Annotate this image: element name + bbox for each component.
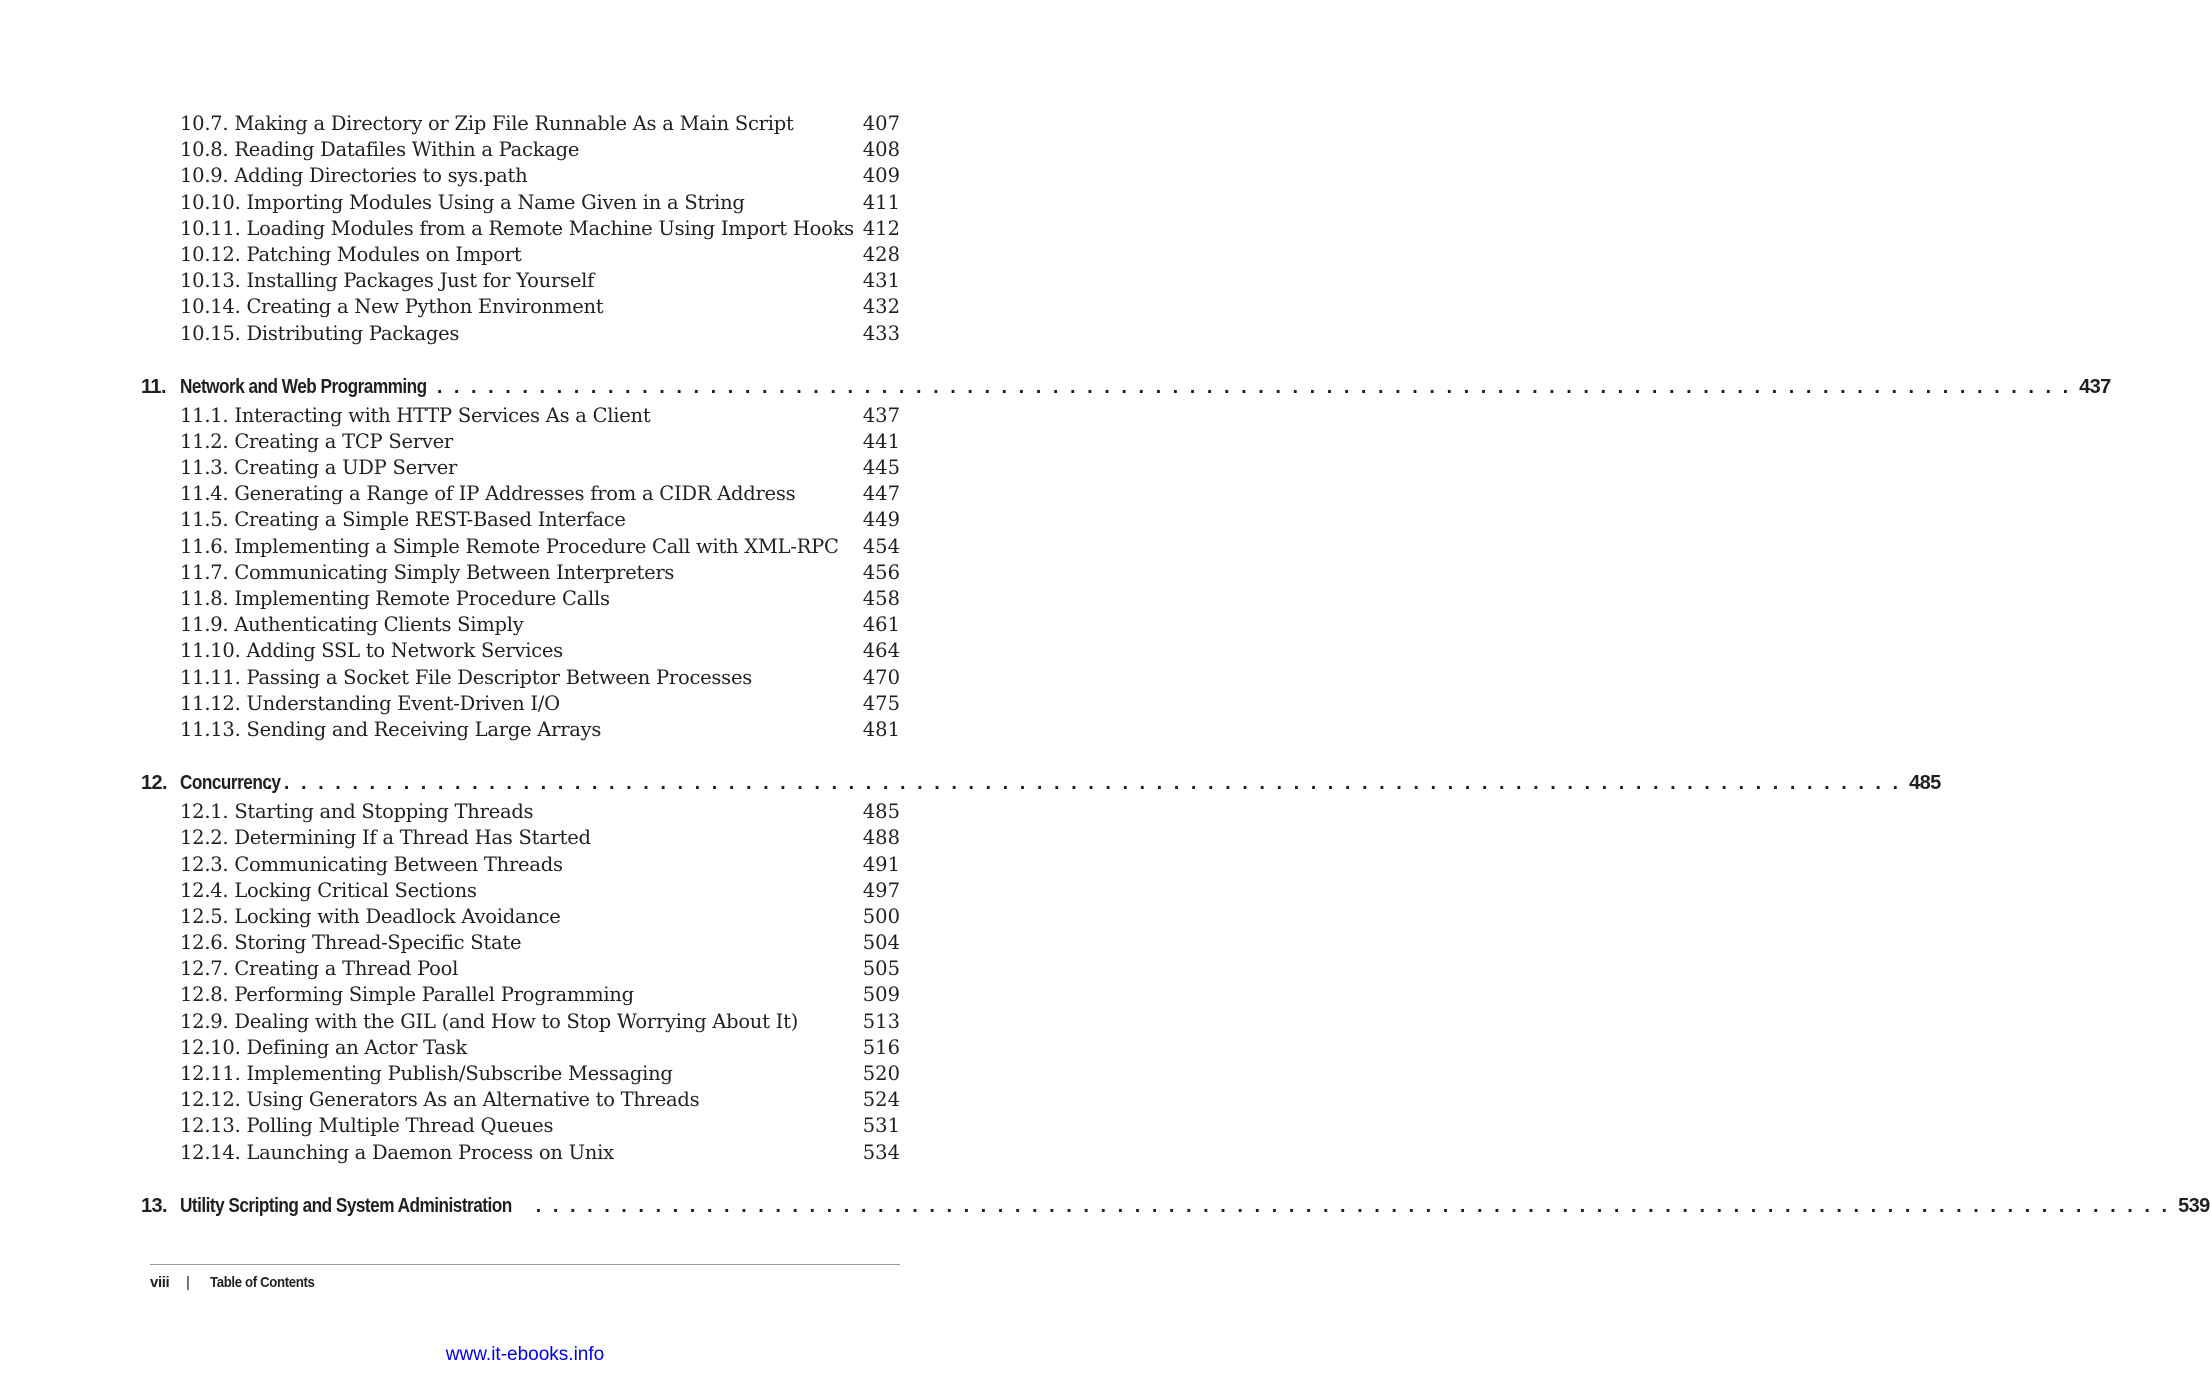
entry-page: 497 <box>862 878 900 902</box>
entry-page: 500 <box>862 904 900 928</box>
toc-entry <box>0 982 1050 1008</box>
toc-entry <box>0 717 1050 743</box>
footer-separator: | <box>186 1274 190 1291</box>
entry-page: 411 <box>862 190 900 214</box>
running-footer-label: Table of Contents <box>210 1274 315 1291</box>
toc-entry <box>0 852 1050 878</box>
entry-page: 449 <box>862 508 900 532</box>
toc-entry <box>0 799 1050 825</box>
page-number: viii <box>150 1274 170 1291</box>
toc-entry <box>0 612 1050 638</box>
entry-page: 447 <box>862 482 900 506</box>
entry-page: 437 <box>862 403 900 427</box>
toc-entry <box>0 930 1050 956</box>
entry-title: 12.8. Performing Simple Parallel Programming <box>180 983 634 1007</box>
entry-title: 10.11. Loading Modules from a Remote Machine Using Import Hooks <box>180 216 854 240</box>
entry-title: 11.12. Understanding Event-Driven I/O <box>180 691 560 715</box>
entry-page: 524 <box>862 1088 900 1112</box>
toc-entry <box>0 825 1050 851</box>
chapter-heading-11 <box>0 371 2111 403</box>
entry-title: 11.13. Sending and Receiving Large Arrays <box>180 717 602 741</box>
entry-page: 409 <box>862 164 900 188</box>
entry-title: 12.9. Dealing with the GIL (and How to Stop Worrying About It) <box>180 1009 799 1033</box>
toc-entry <box>0 163 1050 189</box>
toc-entry <box>0 1061 1050 1087</box>
entry-title: 11.1. Interacting with HTTP Services As a Client <box>180 403 651 427</box>
section-list-11 <box>0 403 1050 743</box>
toc-entry <box>0 242 1050 268</box>
dot-leader: . . . . . . . . . . . . . . . . . . . . . . . . . . . . . . . . . . . . . . . . . . . . . . . . . . . . . . . . . . . . . . . . . . . . . . . . . . . . . . . . . . . . . . . . . . . . . . . . <box>436 375 2072 398</box>
entry-page: 445 <box>862 456 900 480</box>
toc-entry <box>0 507 1050 533</box>
entry-page: 458 <box>862 587 900 610</box>
entry-page: 504 <box>862 931 900 955</box>
entry-page: 470 <box>862 665 900 689</box>
toc-entry <box>0 586 1050 612</box>
entry-title: 11.6. Implementing a Simple Remote Procedure Call with XML-RPC <box>180 534 839 558</box>
entry-title: 12.14. Launching a Daemon Process on Unix <box>180 1140 614 1164</box>
toc-entry <box>0 1035 1050 1061</box>
entry-page: 408 <box>862 138 900 162</box>
entry-title: 12.12. Using Generators As an Alternative to Threads <box>180 1088 700 1112</box>
entry-title: 12.3. Communicating Between Threads <box>180 852 563 876</box>
toc-entry <box>0 878 1050 904</box>
toc-entry <box>0 665 1050 691</box>
entry-title: 12.6. Storing Thread-Specific State <box>180 931 522 955</box>
toc-entry <box>0 268 1050 294</box>
entry-page: 464 <box>862 639 900 663</box>
entry-title: 12.7. Creating a Thread Pool <box>180 957 459 981</box>
section-list-top <box>0 111 1050 347</box>
toc-entry <box>0 560 1050 586</box>
chapter-row <box>180 371 2111 403</box>
chapter-title: Network and Web Programming <box>180 375 427 398</box>
entry-title: 11.5. Creating a Simple REST-Based Interface <box>180 508 626 532</box>
entry-page: 534 <box>862 1140 900 1164</box>
entry-title: 11.7. Communicating Simply Between Interpreters <box>180 560 675 584</box>
toc-entry <box>0 429 1050 455</box>
toc-entry <box>0 111 1050 137</box>
toc-entry <box>0 534 1050 560</box>
toc-entry <box>0 1087 1050 1113</box>
entry-title: 12.10. Defining an Actor Task <box>180 1035 468 1059</box>
entry-title: 12.2. Determining If a Thread Has Started <box>180 826 591 850</box>
entry-title: 12.1. Starting and Stopping Threads <box>180 800 534 824</box>
toc-entry <box>0 216 1050 242</box>
toc-entry <box>0 1113 1050 1139</box>
entry-page: 520 <box>862 1062 900 1085</box>
chapter-row <box>180 1190 2210 1222</box>
entry-page: 432 <box>862 295 900 319</box>
entry-page: 509 <box>862 983 900 1007</box>
toc-entry <box>0 691 1050 717</box>
entry-title: 10.12. Patching Modules on Import <box>180 242 522 266</box>
entry-title: 10.9. Adding Directories to sys.path <box>180 164 528 188</box>
entry-page: 407 <box>862 112 900 135</box>
entry-title: 10.15. Distributing Packages <box>180 321 460 345</box>
table-of-contents <box>0 111 2210 1222</box>
dot-leader: . . . . . . . . . . . . . . . . . . . . . . . . . . . . . . . . . . . . . . . . . . . . . . . . . . . . . . . . . . . . . . . . . . . . . . . . . . . . . . . . . . . . . . . . . . . . . . . . <box>535 1194 2171 1217</box>
entry-title: 12.5. Locking with Deadlock Avoidance <box>180 904 561 928</box>
section-list-12 <box>0 799 1050 1166</box>
chapter-number: 13. <box>141 1194 168 1217</box>
entry-page: 431 <box>862 269 900 293</box>
toc-entry <box>0 638 1050 664</box>
toc-entry <box>0 137 1050 163</box>
entry-page: 461 <box>862 613 900 637</box>
entry-page: 516 <box>862 1035 900 1059</box>
entry-title: 10.8. Reading Datafiles Within a Package <box>180 138 580 162</box>
dot-leader: . . . . . . . . . . . . . . . . . . . . . . . . . . . . . . . . . . . . . . . . . . . . . . . . . . . . . . . . . . . . . . . . . . . . . . . . . . . . . . . . . . . . . . . . . . . . . . . . <box>266 772 1902 795</box>
chapter-page: 437 <box>2079 375 2111 398</box>
toc-entry <box>0 904 1050 930</box>
chapter-heading-13 <box>0 1190 2210 1222</box>
entry-page: 433 <box>862 321 900 345</box>
toc-entry <box>0 1140 1050 1166</box>
toc-entry <box>0 403 1050 429</box>
footer-divider <box>150 1264 900 1265</box>
entry-title: 11.2. Creating a TCP Server <box>180 429 453 453</box>
toc-entry <box>0 294 1050 320</box>
entry-title: 11.8. Implementing Remote Procedure Calls <box>180 587 610 610</box>
toc-entry <box>0 455 1050 481</box>
entry-title: 10.7. Making a Directory or Zip File Runnable As a Main Script <box>180 112 794 135</box>
entry-page: 481 <box>862 717 900 741</box>
toc-entry <box>0 956 1050 982</box>
entry-page: 454 <box>862 534 900 558</box>
entry-page: 412 <box>862 216 900 240</box>
entry-title: 11.4. Generating a Range of IP Addresses from a CIDR Address <box>180 482 796 506</box>
entry-page: 428 <box>862 242 900 266</box>
entry-title: 10.10. Importing Modules Using a Name Given in a String <box>180 190 745 214</box>
entry-title: 11.11. Passing a Socket File Descriptor Between Processes <box>180 665 752 689</box>
entry-page: 488 <box>862 826 900 850</box>
chapter-number: 11. <box>141 375 166 398</box>
entry-title: 10.14. Creating a New Python Environment <box>180 295 604 319</box>
entry-title: 12.13. Polling Multiple Thread Queues <box>180 1114 554 1138</box>
chapter-row <box>180 767 1941 799</box>
toc-entry <box>0 481 1050 507</box>
chapter-page: 485 <box>1909 772 1941 795</box>
chapter-number: 12. <box>141 772 168 795</box>
entry-page: 456 <box>862 560 900 584</box>
entry-page: 441 <box>862 429 900 453</box>
toc-entry <box>0 321 1050 347</box>
toc-entry <box>0 1009 1050 1035</box>
entry-page: 491 <box>862 852 900 876</box>
entry-title: 10.13. Installing Packages Just for Yourself <box>180 269 595 293</box>
entry-title: 11.10. Adding SSL to Network Services <box>180 639 563 663</box>
entry-page: 505 <box>862 957 900 981</box>
entry-page: 513 <box>862 1009 900 1033</box>
watermark-link[interactable]: www.it-ebooks.info <box>445 1344 605 1365</box>
entry-page: 475 <box>862 691 900 715</box>
toc-entry <box>0 190 1050 216</box>
chapter-title: Utility Scripting and System Administration <box>180 1194 512 1217</box>
entry-title: 12.11. Implementing Publish/Subscribe Messaging <box>180 1062 673 1085</box>
chapter-title: Concurrency <box>180 772 281 795</box>
entry-title: 11.3. Creating a UDP Server <box>180 456 458 480</box>
chapter-page: 539 <box>2178 1194 2210 1217</box>
entry-page: 531 <box>862 1114 900 1138</box>
entry-title: 11.9. Authenticating Clients Simply <box>180 613 524 637</box>
chapter-heading-12 <box>0 767 1941 799</box>
entry-page: 485 <box>862 800 900 824</box>
entry-title: 12.4. Locking Critical Sections <box>180 878 477 902</box>
